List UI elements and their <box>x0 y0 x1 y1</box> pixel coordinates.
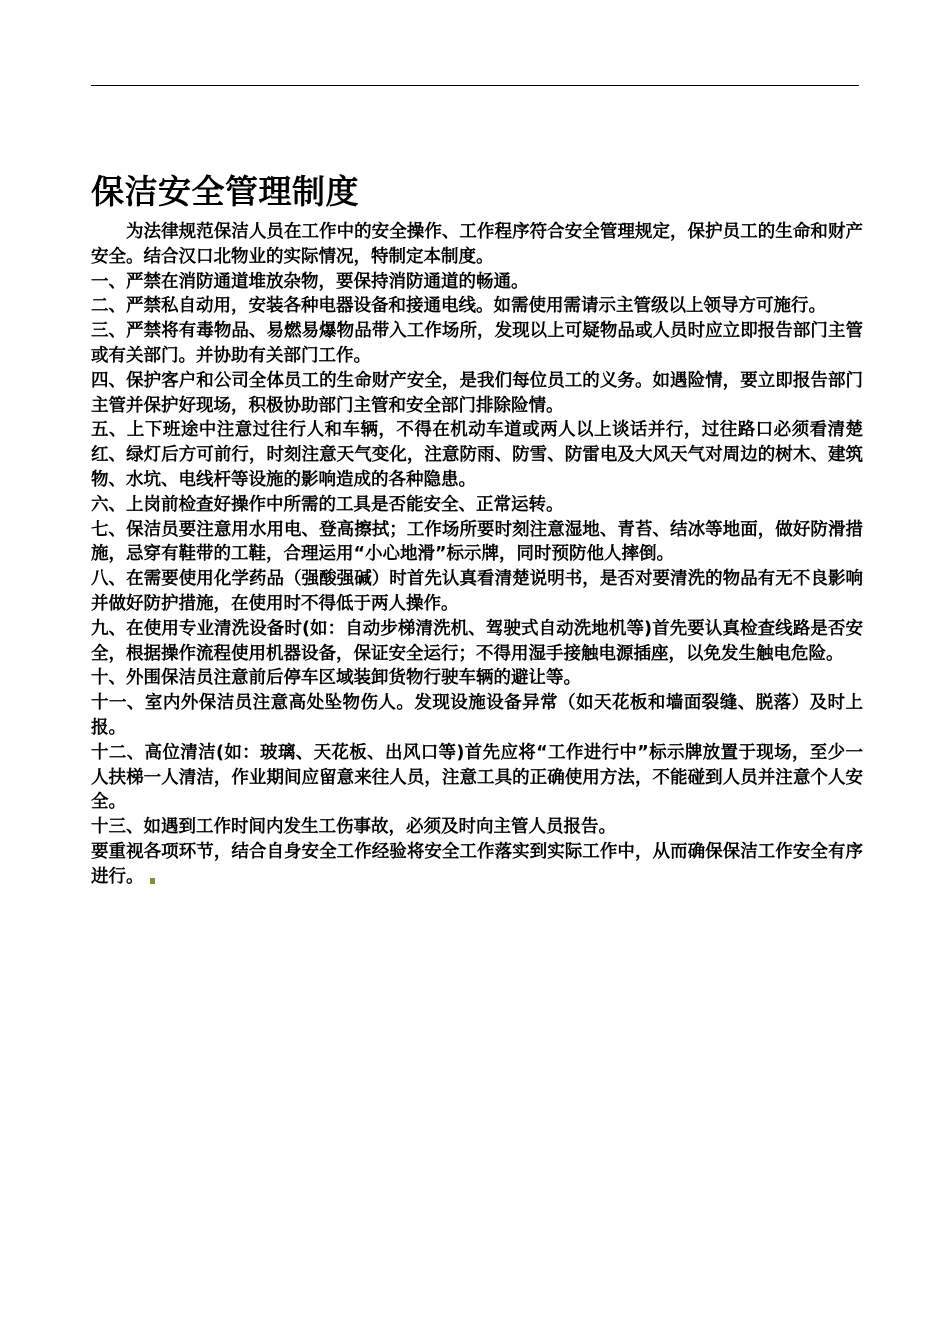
rule-4: 四、保护客户和公司全体员工的生命财产安全，是我们每位员工的义务。如遇险情，要立即报告部门主管并保护好现场，积极协助部门主管和安全部门排除险情。 <box>91 370 863 416</box>
rule-13: 十三、如遇到工作时间内发生工伤事故，必须及时向主管人员报告。 <box>91 817 616 838</box>
rule-2: 二、严禁私自动用，安装各种电器设备和接通电线。如需使用需请示主管级以上领导方可施行。 <box>91 296 826 317</box>
page-title: 保洁安全管理制度 <box>91 172 359 211</box>
closing-paragraph <box>91 840 863 890</box>
rule-6: 六、上岗前检查好操作中所需的工具是否能安全、正常运转。 <box>91 494 564 515</box>
document-body <box>91 220 863 890</box>
rule-10: 十、外围保洁员注意前后停车区域装卸货物行驶车辆的避让等。 <box>91 668 581 689</box>
rule-3: 三、严禁将有毒物品、易燃易爆物品带入工作场所，发现以上可疑物品或人员时应立即报告部门主管或有关部门。并协助有关部门工作。 <box>91 321 863 366</box>
header-rule <box>91 85 859 86</box>
intro-paragraph: 为法律规范保洁人员在工作中的安全操作、工作程序符合安全管理规定，保护员工的生命和财产安全。结合汉口北物业的实际情况，特制定本制度。 <box>91 222 863 267</box>
paragraph-mark-icon <box>150 878 155 884</box>
rule-9: 九、在使用专业清洗设备时(如：自动步梯清洗机、驾驶式自动洗地机等)首先要认真检查线路是否安全，根据操作流程使用机器设备，保证安全运行；不得用湿手接触电源插座，以免发生触电危险。 <box>91 618 863 664</box>
rule-8: 八、在需要使用化学药品（强酸强碱）时首先认真看清楚说明书，是否对要清洗的物品有无不良影响并做好防护措施，在使用时不得低于两人操作。 <box>91 569 863 614</box>
rule-7: 七、保洁员要注意用水用电、登高擦拭；工作场所要时刻注意湿地、青苔、结冰等地面，做好防滑措施，忌穿有鞋带的工鞋，合理运用“小心地滑”标示牌，同时预防他人摔倒。 <box>91 519 863 565</box>
rule-5: 五、上下班途中注意过往行人和车辆，不得在机动车道或两人以上谈话并行，过往路口必须看清楚红、绿灯后方可前行，时刻注意天气变化，注意防雨、防雪、防雷电及大风天气对周边的树木、建筑物、水坑、电线杆等设施的影响造成的各种隐患。 <box>91 420 863 490</box>
rule-12: 十二、高位清洁(如：玻璃、天花板、出风口等)首先应将“工作进行中”标示牌放置于现场，至少一人扶梯一人清洁，作业期间应留意来往人员，注意工具的正确使用方法，不能碰到人员并注意个人安全。 <box>91 742 863 813</box>
closing-text: 要重视各项环节，结合自身安全工作经验将安全工作落实到实际工作中，从而确保保洁工作安全有序进行。 <box>91 841 863 887</box>
rule-1: 一、严禁在消防通道堆放杂物，要保持消防通道的畅通。 <box>91 271 529 292</box>
rule-11: 十一、室内外保洁员注意高处坠物伤人。发现设施设备异常（如天花板和墙面裂缝、脱落）及时上报。 <box>91 693 863 738</box>
